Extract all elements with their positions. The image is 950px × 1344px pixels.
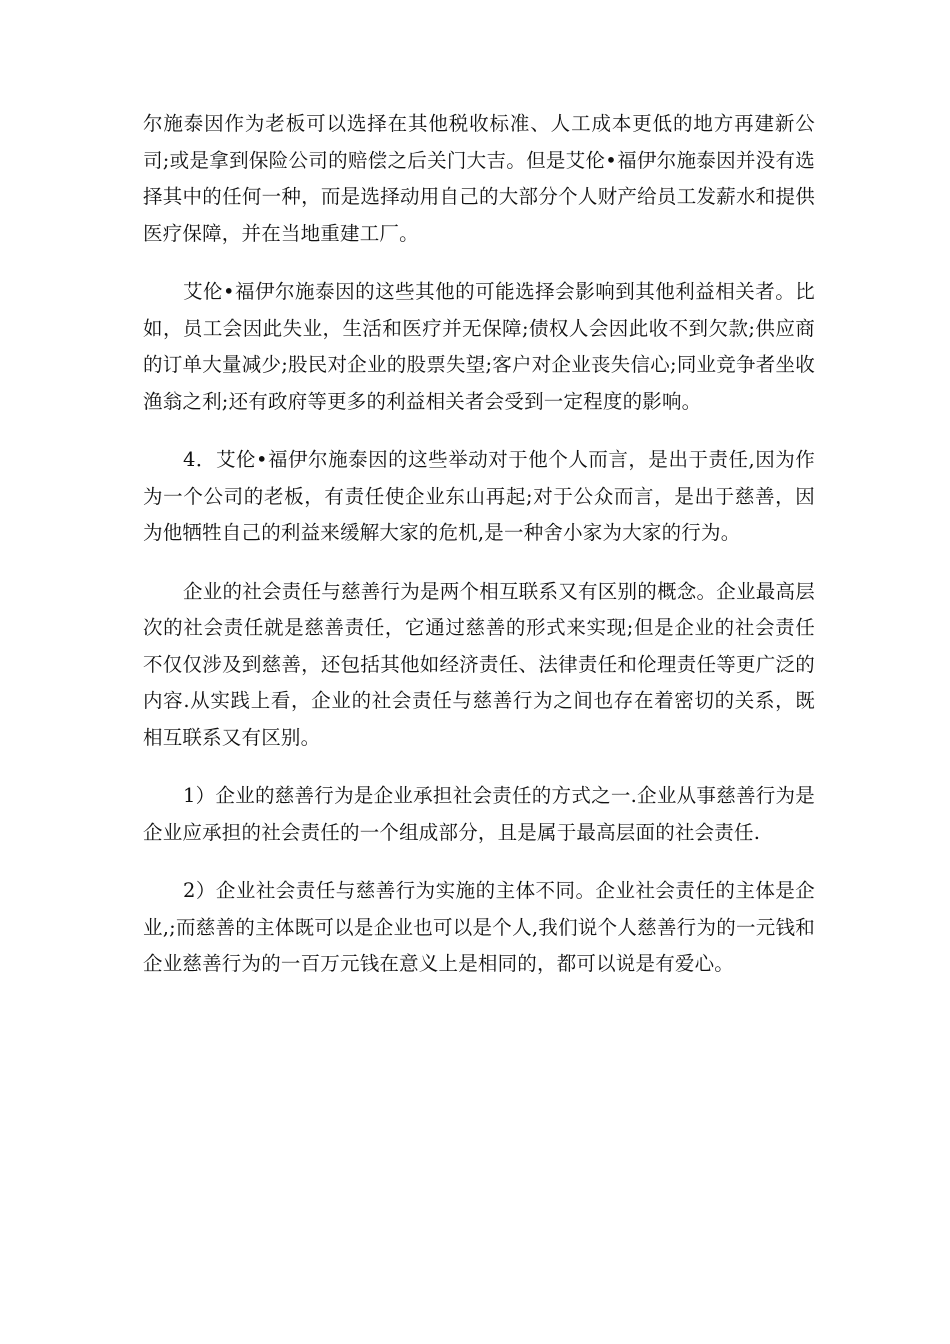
paragraph-point-4: 4．艾伦•福伊尔施泰因的这些举动对于他个人而言，是出于责任,因为作为一个公司的老板，有责任使企业东山再起;对于公众而言，是出于慈善，因为他牺牲自己的利益来缓解大家的危机,是一种舍小家为大家的行为。 <box>143 448 815 544</box>
paragraph-continuation: 尔施泰因作为老板可以选择在其他税收标准、人工成本更低的地方再建新公司;或是拿到保险公司的赔偿之后关门大吉。但是艾伦•福伊尔施泰因并没有选择其中的任何一种，而是选择动用自己的大部分个人财产给员工发薪水和提供医疗保障，并在当地重建工厂。 <box>143 112 815 245</box>
paragraph-csr-vs-charity: 企业的社会责任与慈善行为是两个相互联系又有区别的概念。企业最高层次的社会责任就是慈善责任，它通过慈善的形式来实现;但是企业的社会责任不仅仅涉及到慈善，还包括其他如经济责任、法律责任和伦理责任等更广泛的内容.从实践上看，企业的社会责任与慈善行为之间也存在着密切的关系，既相互联系又有区别。 <box>143 579 815 749</box>
paragraph-item-1: 1）企业的慈善行为是企业承担社会责任的方式之一.企业从事慈善行为是企业应承担的社会责任的一个组成部分，且是属于最高层面的社会责任. <box>143 784 815 844</box>
paragraph-item-2: 2）企业社会责任与慈善行为实施的主体不同。企业社会责任的主体是企业,;而慈善的主体既可以是企业也可以是个人,我们说个人慈善行为的一元钱和企业慈善行为的一百万元钱在意义上是相同的，都可以说是有爱心。 <box>143 879 815 975</box>
paragraph-stakeholders: 艾伦•福伊尔施泰因的这些其他的可能选择会影响到其他利益相关者。比如，员工会因此失业，生活和医疗并无保障;债权人会因此收不到欠款;供应商的订单大量减少;股民对企业的股票失望;客户对企业丧失信心;同业竞争者坐收渔翁之利;还有政府等更多的利益相关者会受到一定程度的影响。 <box>143 280 815 413</box>
document-page <box>143 106 815 1005</box>
